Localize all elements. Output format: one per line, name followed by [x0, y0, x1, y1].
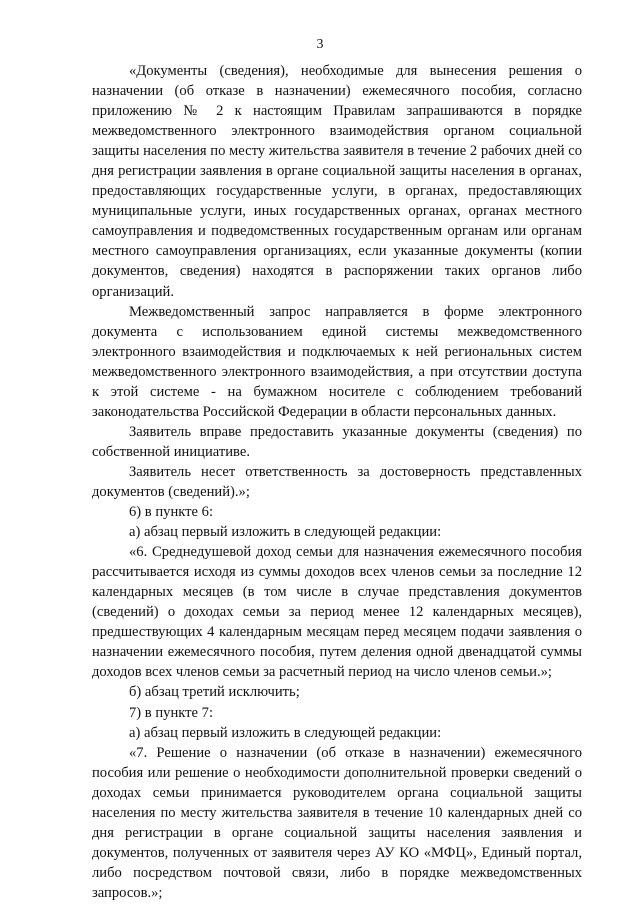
paragraph-interagency-request: Межведомственный запрос направляется в форме электронного документа с использованием единой системы межведомственного электронного взаимодействия и подключаемых к ней региональных систем межведомственного электронного взаимодействия, а при отсутствии доступа к этой системе - на бумажном носителе с соблюдением требований законодательства Российской Федерации в области персональных данных.: [92, 303, 582, 420]
paragraph-applicant-responsibility: Заявитель несет ответственность за достоверность представленных документов (сведений).»;: [92, 463, 582, 500]
paragraph-decision: «7. Решение о назначении (об отказе в назначении) ежемесячного пособия или решение о необходимости дополнительной проверки сведений о доходах семьи принимается руководителем органа социальной защиты населения по месту жительства заявителя в течение 10 календарных дней со дня регистрации в органе социальной защиты населения заявления и документов, полученных от заявителя через АУ КО «МФЦ», Единый портал, либо посредством почтовой связи, либо в порядке межведомственных запросов.»;: [92, 744, 582, 901]
paragraph-item-6-a: а) абзац первый изложить в следующей редакции:: [129, 524, 442, 541]
paragraph-item-6: 6) в пункте 6:: [129, 504, 214, 521]
document-body: [92, 61, 582, 903]
paragraph-item-7: 7) в пункте 7:: [129, 704, 214, 721]
paragraph-item-7-a: а) абзац первый изложить в следующей редакции:: [129, 724, 442, 741]
paragraph-applicant-right: Заявитель вправе предоставить указанные документы (сведения) по собственной инициативе.: [92, 423, 582, 460]
paragraph-average-income: «6. Среднедушевой доход семьи для назначения ежемесячного пособия рассчитывается исходя из суммы доходов всех членов семьи за последние 12 календарных месяцев (в том числе в случае представления документов (сведений) о доходах семьи за период менее 12 календарных месяцев), предшествующих 4 календарным месяцам перед месяцем подачи заявления о назначении ежемесячного пособия, путем деления одной двенадцатой суммы доходов всех членов семьи за расчетный период на число членов семьи.»;: [92, 544, 582, 681]
paragraph-item-6-b: б) абзац третий исключить;: [129, 684, 300, 701]
paragraph-documents-request: «Документы (сведения), необходимые для вынесения решения о назначении (об отказе в назначении) ежемесячного пособия, согласно приложению № 2 к настоящим Правилам запрашиваются в порядке межведомственного электронного взаимодействия органом социальной защиты населения по месту жительства заявителя в течение 2 рабочих дней со дня регистрации заявления в органе социальной защиты населения в органах, предоставляющих государственные услуги, в органах, предоставляющих муниципальные услуги, иных государственных органах, органах местного самоуправления и подведомственных государственным органам или органам местного самоуправления организациях, если указанные документы (копии документов, сведения) находятся в распоряжении таких органов либо организаций.: [92, 63, 582, 300]
page-number: 3: [316, 37, 324, 52]
